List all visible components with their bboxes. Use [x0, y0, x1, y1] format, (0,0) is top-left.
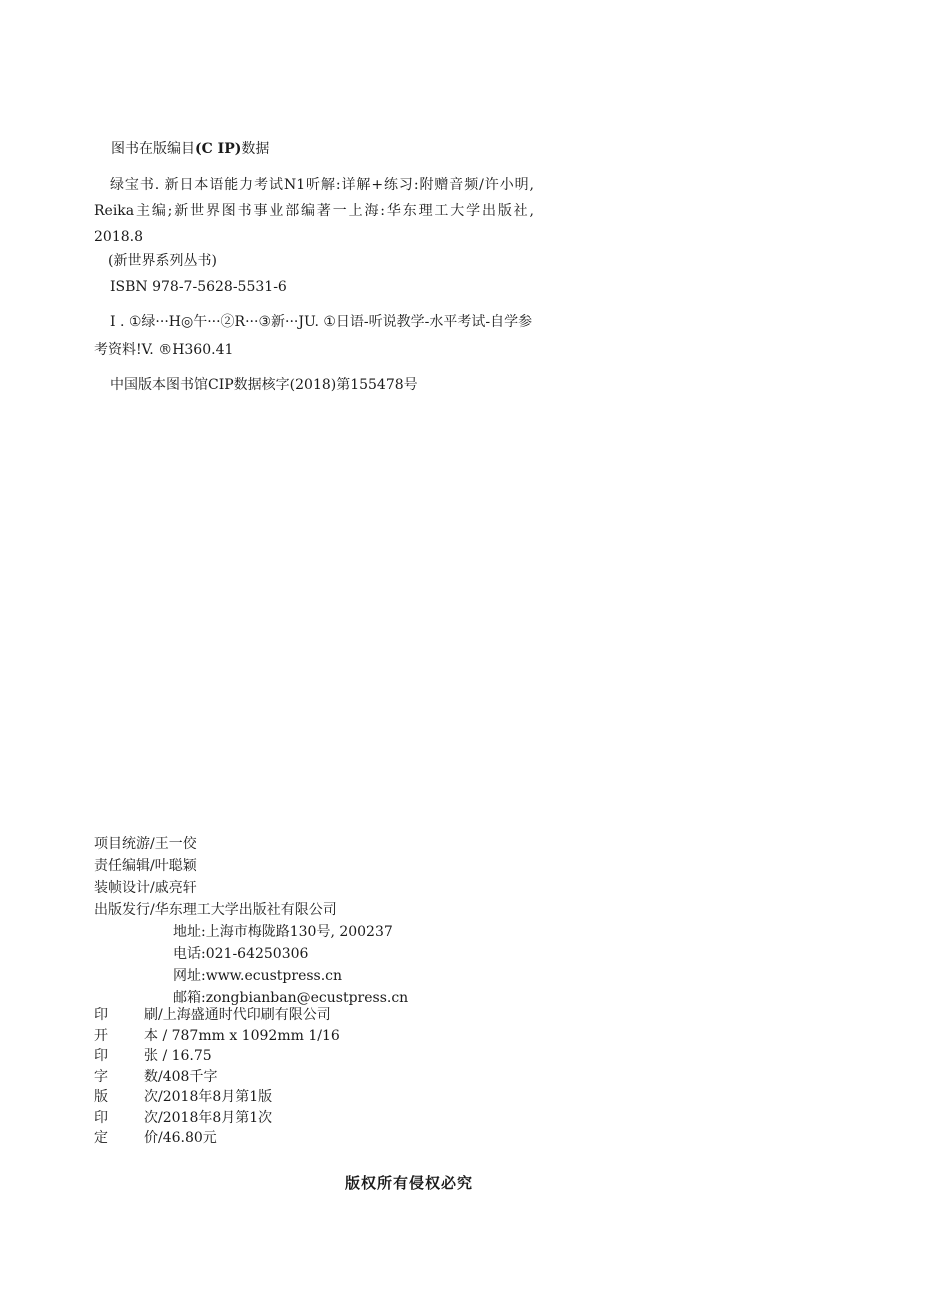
credit-designer: 装帧设计/戚亮轩 [94, 880, 197, 896]
spec-key: 印 [94, 1109, 108, 1126]
copyright-notice: 版权所有侵权必究 [344, 1174, 473, 1192]
credit-editor: 责任编辑/叶聪颖 [94, 858, 197, 874]
spec-key: 开 [94, 1027, 108, 1044]
specs-block [94, 1005, 340, 1149]
credit-project: 项目统游/王一佼 [94, 836, 197, 852]
publisher-website: 网址:www.ecustpress.cn [173, 968, 343, 984]
spec-edition [94, 1087, 340, 1108]
spec-value: 张 / 16.75 [144, 1048, 212, 1064]
cip-description: 绿宝书. 新日本语能力考试N1听解:详解+练习:附赠音频/许小明, Reika主编;新世界图书事业部编著一上海:华东理工大学出版社, 2018.8 [94, 177, 534, 245]
cip-heading-pre: 图书在版编目 [111, 141, 195, 157]
spec-sheets [94, 1046, 340, 1067]
spec-value: 刷/上海盛通时代印刷有限公司 [144, 1007, 331, 1023]
cip-block [94, 136, 534, 398]
cip-classification: I . ①绿···H◎午···②R···③新···JU. ①日语-听说教学-水平考试-自学参考资料!V. ®H360.41 [94, 314, 533, 358]
spec-value: 本 / 787mm x 1092mm 1/16 [144, 1027, 340, 1044]
cip-heading [94, 136, 534, 162]
cip-heading-bold: (C IP) [195, 141, 242, 157]
spec-printer [94, 1005, 340, 1026]
spec-printing [94, 1108, 340, 1129]
credit-publisher: 出版发行/华东理工大学出版社有限公司 [94, 902, 337, 918]
spec-key: 字 [94, 1068, 108, 1085]
cip-series: (新世界系列丛书) [108, 253, 217, 269]
spec-price [94, 1128, 340, 1149]
spec-wordcount [94, 1067, 340, 1088]
spec-format [94, 1026, 340, 1047]
spec-key: 版 [94, 1089, 108, 1105]
spec-value: 次/2018年8月第1版 [144, 1089, 273, 1105]
publisher-email: 邮箱:zongbianban@ecustpress.cn [173, 990, 409, 1006]
publisher-address: 地址:上海市梅陇路130号, 200237 [173, 924, 393, 940]
publisher-phone: 电话:021-64250306 [173, 946, 309, 962]
spec-value: 数/408千字 [144, 1068, 218, 1085]
spec-value: 次/2018年8月第1次 [144, 1109, 273, 1126]
cip-number: 中国版本图书馆CIP数据核字(2018)第155478号 [110, 377, 418, 393]
cip-isbn: ISBN 978-7-5628-5531-6 [110, 279, 287, 295]
spec-key: 印 [94, 1048, 108, 1064]
spec-key: 印 [94, 1007, 108, 1023]
spec-key: 定 [94, 1130, 108, 1146]
cip-heading-post: 数据 [241, 141, 270, 157]
credits-block [94, 833, 408, 1009]
spec-value: 价/46.80元 [144, 1130, 217, 1146]
